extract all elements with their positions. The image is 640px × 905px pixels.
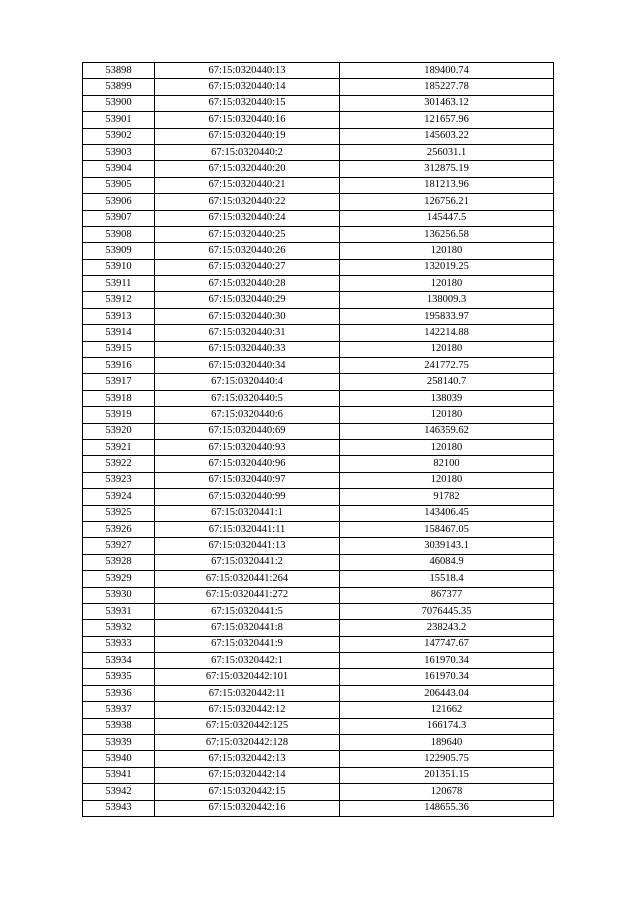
row-number-cell: 53917 xyxy=(83,374,155,390)
row-number-cell: 53942 xyxy=(83,784,155,800)
value-cell: 138039 xyxy=(340,390,554,406)
row-number-cell: 53941 xyxy=(83,767,155,783)
value-cell: 91782 xyxy=(340,489,554,505)
row-number-cell: 53926 xyxy=(83,521,155,537)
cadastral-number-cell: 67:15:0320442:125 xyxy=(155,718,340,734)
table-row xyxy=(83,620,554,636)
value-cell: 120678 xyxy=(340,784,554,800)
cadastral-number-cell: 67:15:0320440:20 xyxy=(155,161,340,177)
table-row xyxy=(83,636,554,652)
value-cell: 301463.12 xyxy=(340,95,554,111)
value-cell: 166174.3 xyxy=(340,718,554,734)
row-number-cell: 53907 xyxy=(83,210,155,226)
value-cell: 258140.7 xyxy=(340,374,554,390)
row-number-cell: 53938 xyxy=(83,718,155,734)
table-row xyxy=(83,571,554,587)
cadastral-number-cell: 67:15:0320442:101 xyxy=(155,669,340,685)
cadastral-number-cell: 67:15:0320440:34 xyxy=(155,358,340,374)
cadastral-number-cell: 67:15:0320441:13 xyxy=(155,538,340,554)
row-number-cell: 53929 xyxy=(83,571,155,587)
value-cell: 7076445.35 xyxy=(340,603,554,619)
table-body xyxy=(83,63,554,817)
cadastral-number-cell: 67:15:0320440:29 xyxy=(155,292,340,308)
value-cell: 241772.75 xyxy=(340,358,554,374)
cadastral-number-cell: 67:15:0320442:11 xyxy=(155,685,340,701)
row-number-cell: 53940 xyxy=(83,751,155,767)
cadastral-number-cell: 67:15:0320442:15 xyxy=(155,784,340,800)
cadastral-number-cell: 67:15:0320440:30 xyxy=(155,308,340,324)
row-number-cell: 53914 xyxy=(83,325,155,341)
cadastral-number-cell: 67:15:0320440:26 xyxy=(155,243,340,259)
cadastral-number-cell: 67:15:0320440:97 xyxy=(155,472,340,488)
cadastral-number-cell: 67:15:0320441:8 xyxy=(155,620,340,636)
cadastral-number-cell: 67:15:0320442:1 xyxy=(155,653,340,669)
value-cell: 146359.62 xyxy=(340,423,554,439)
row-number-cell: 53935 xyxy=(83,669,155,685)
row-number-cell: 53912 xyxy=(83,292,155,308)
value-cell: 145447.5 xyxy=(340,210,554,226)
row-number-cell: 53908 xyxy=(83,226,155,242)
row-number-cell: 53937 xyxy=(83,702,155,718)
cadastral-number-cell: 67:15:0320440:5 xyxy=(155,390,340,406)
value-cell: 185227.78 xyxy=(340,79,554,95)
table-row xyxy=(83,407,554,423)
value-cell: 189400.74 xyxy=(340,63,554,79)
value-cell: 189640 xyxy=(340,735,554,751)
cadastral-number-cell: 67:15:0320440:24 xyxy=(155,210,340,226)
cadastral-number-cell: 67:15:0320441:2 xyxy=(155,554,340,570)
value-cell: 136256.58 xyxy=(340,226,554,242)
table-row xyxy=(83,702,554,718)
cadastral-number-cell: 67:15:0320442:14 xyxy=(155,767,340,783)
cadastral-number-cell: 67:15:0320441:264 xyxy=(155,571,340,587)
row-number-cell: 53899 xyxy=(83,79,155,95)
cadastral-number-cell: 67:15:0320440:2 xyxy=(155,144,340,160)
cadastral-number-cell: 67:15:0320440:13 xyxy=(155,63,340,79)
value-cell: 867377 xyxy=(340,587,554,603)
value-cell: 121657.96 xyxy=(340,112,554,128)
value-cell: 126756.21 xyxy=(340,194,554,210)
value-cell: 201351.15 xyxy=(340,767,554,783)
cadastral-number-cell: 67:15:0320442:128 xyxy=(155,735,340,751)
row-number-cell: 53920 xyxy=(83,423,155,439)
cadastral-number-cell: 67:15:0320440:96 xyxy=(155,456,340,472)
row-number-cell: 53923 xyxy=(83,472,155,488)
table-row xyxy=(83,144,554,160)
table-row xyxy=(83,784,554,800)
table-row xyxy=(83,685,554,701)
cadastral-number-cell: 67:15:0320440:27 xyxy=(155,259,340,275)
cadastral-number-cell: 67:15:0320441:11 xyxy=(155,521,340,537)
cadastral-number-cell: 67:15:0320441:1 xyxy=(155,505,340,521)
row-number-cell: 53900 xyxy=(83,95,155,111)
row-number-cell: 53901 xyxy=(83,112,155,128)
table-row xyxy=(83,226,554,242)
row-number-cell: 53911 xyxy=(83,276,155,292)
table-row xyxy=(83,292,554,308)
table-row xyxy=(83,341,554,357)
cadastral-number-cell: 67:15:0320440:21 xyxy=(155,177,340,193)
table-row xyxy=(83,358,554,374)
row-number-cell: 53906 xyxy=(83,194,155,210)
row-number-cell: 53936 xyxy=(83,685,155,701)
table-row xyxy=(83,161,554,177)
value-cell: 120180 xyxy=(340,243,554,259)
value-cell: 82100 xyxy=(340,456,554,472)
table-row xyxy=(83,587,554,603)
table-row xyxy=(83,308,554,324)
row-number-cell: 53927 xyxy=(83,538,155,554)
cadastral-number-cell: 67:15:0320440:22 xyxy=(155,194,340,210)
row-number-cell: 53919 xyxy=(83,407,155,423)
row-number-cell: 53928 xyxy=(83,554,155,570)
table-row xyxy=(83,472,554,488)
table-row xyxy=(83,751,554,767)
table-row xyxy=(83,423,554,439)
row-number-cell: 53939 xyxy=(83,735,155,751)
table-row xyxy=(83,538,554,554)
table-row xyxy=(83,521,554,537)
table-row xyxy=(83,653,554,669)
cadastral-number-cell: 67:15:0320440:69 xyxy=(155,423,340,439)
cadastral-number-cell: 67:15:0320442:13 xyxy=(155,751,340,767)
row-number-cell: 53902 xyxy=(83,128,155,144)
value-cell: 145603.22 xyxy=(340,128,554,144)
row-number-cell: 53915 xyxy=(83,341,155,357)
value-cell: 181213.96 xyxy=(340,177,554,193)
row-number-cell: 53925 xyxy=(83,505,155,521)
table-row xyxy=(83,800,554,816)
table-row xyxy=(83,276,554,292)
row-number-cell: 53916 xyxy=(83,358,155,374)
cadastral-number-cell: 67:15:0320440:99 xyxy=(155,489,340,505)
value-cell: 143406.45 xyxy=(340,505,554,521)
row-number-cell: 53913 xyxy=(83,308,155,324)
table-row xyxy=(83,390,554,406)
value-cell: 158467.05 xyxy=(340,521,554,537)
value-cell: 46084.9 xyxy=(340,554,554,570)
table-row xyxy=(83,259,554,275)
row-number-cell: 53918 xyxy=(83,390,155,406)
cadastral-number-cell: 67:15:0320440:14 xyxy=(155,79,340,95)
value-cell: 312875.19 xyxy=(340,161,554,177)
row-number-cell: 53898 xyxy=(83,63,155,79)
value-cell: 120180 xyxy=(340,341,554,357)
value-cell: 120180 xyxy=(340,276,554,292)
table-row xyxy=(83,735,554,751)
row-number-cell: 53924 xyxy=(83,489,155,505)
cadastral-number-cell: 67:15:0320440:28 xyxy=(155,276,340,292)
value-cell: 120180 xyxy=(340,407,554,423)
table-row xyxy=(83,128,554,144)
value-cell: 256031.1 xyxy=(340,144,554,160)
cadastral-value-table xyxy=(82,62,554,817)
row-number-cell: 53922 xyxy=(83,456,155,472)
row-number-cell: 53931 xyxy=(83,603,155,619)
table-row xyxy=(83,456,554,472)
value-cell: 138009.3 xyxy=(340,292,554,308)
table-row xyxy=(83,767,554,783)
value-cell: 3039143.1 xyxy=(340,538,554,554)
table-row xyxy=(83,489,554,505)
value-cell: 148655.36 xyxy=(340,800,554,816)
cadastral-number-cell: 67:15:0320440:15 xyxy=(155,95,340,111)
value-cell: 147747.67 xyxy=(340,636,554,652)
cadastral-number-cell: 67:15:0320440:31 xyxy=(155,325,340,341)
cadastral-number-cell: 67:15:0320441:9 xyxy=(155,636,340,652)
row-number-cell: 53943 xyxy=(83,800,155,816)
cadastral-number-cell: 67:15:0320440:6 xyxy=(155,407,340,423)
table-row xyxy=(83,505,554,521)
value-cell: 238243.2 xyxy=(340,620,554,636)
row-number-cell: 53930 xyxy=(83,587,155,603)
cadastral-number-cell: 67:15:0320440:33 xyxy=(155,341,340,357)
cadastral-number-cell: 67:15:0320441:5 xyxy=(155,603,340,619)
value-cell: 195833.97 xyxy=(340,308,554,324)
row-number-cell: 53910 xyxy=(83,259,155,275)
value-cell: 120180 xyxy=(340,472,554,488)
row-number-cell: 53909 xyxy=(83,243,155,259)
table-row xyxy=(83,210,554,226)
row-number-cell: 53934 xyxy=(83,653,155,669)
value-cell: 132019.25 xyxy=(340,259,554,275)
table-row xyxy=(83,325,554,341)
cadastral-number-cell: 67:15:0320441:272 xyxy=(155,587,340,603)
row-number-cell: 53933 xyxy=(83,636,155,652)
value-cell: 122905.75 xyxy=(340,751,554,767)
value-cell: 15518.4 xyxy=(340,571,554,587)
table-row xyxy=(83,194,554,210)
cadastral-number-cell: 67:15:0320440:4 xyxy=(155,374,340,390)
cadastral-number-cell: 67:15:0320440:16 xyxy=(155,112,340,128)
row-number-cell: 53903 xyxy=(83,144,155,160)
row-number-cell: 53921 xyxy=(83,439,155,455)
table-row xyxy=(83,439,554,455)
table-row xyxy=(83,554,554,570)
cadastral-number-cell: 67:15:0320442:12 xyxy=(155,702,340,718)
row-number-cell: 53905 xyxy=(83,177,155,193)
value-cell: 121662 xyxy=(340,702,554,718)
table-row xyxy=(83,374,554,390)
table-row xyxy=(83,177,554,193)
table-row xyxy=(83,669,554,685)
cadastral-number-cell: 67:15:0320440:93 xyxy=(155,439,340,455)
value-cell: 142214.88 xyxy=(340,325,554,341)
cadastral-number-cell: 67:15:0320440:25 xyxy=(155,226,340,242)
table-row xyxy=(83,79,554,95)
row-number-cell: 53932 xyxy=(83,620,155,636)
row-number-cell: 53904 xyxy=(83,161,155,177)
table-row xyxy=(83,95,554,111)
cadastral-number-cell: 67:15:0320440:19 xyxy=(155,128,340,144)
value-cell: 161970.34 xyxy=(340,669,554,685)
value-cell: 161970.34 xyxy=(340,653,554,669)
value-cell: 206443.04 xyxy=(340,685,554,701)
table-row xyxy=(83,112,554,128)
table-row xyxy=(83,63,554,79)
cadastral-number-cell: 67:15:0320442:16 xyxy=(155,800,340,816)
table-row xyxy=(83,603,554,619)
value-cell: 120180 xyxy=(340,439,554,455)
table-row xyxy=(83,243,554,259)
table-row xyxy=(83,718,554,734)
